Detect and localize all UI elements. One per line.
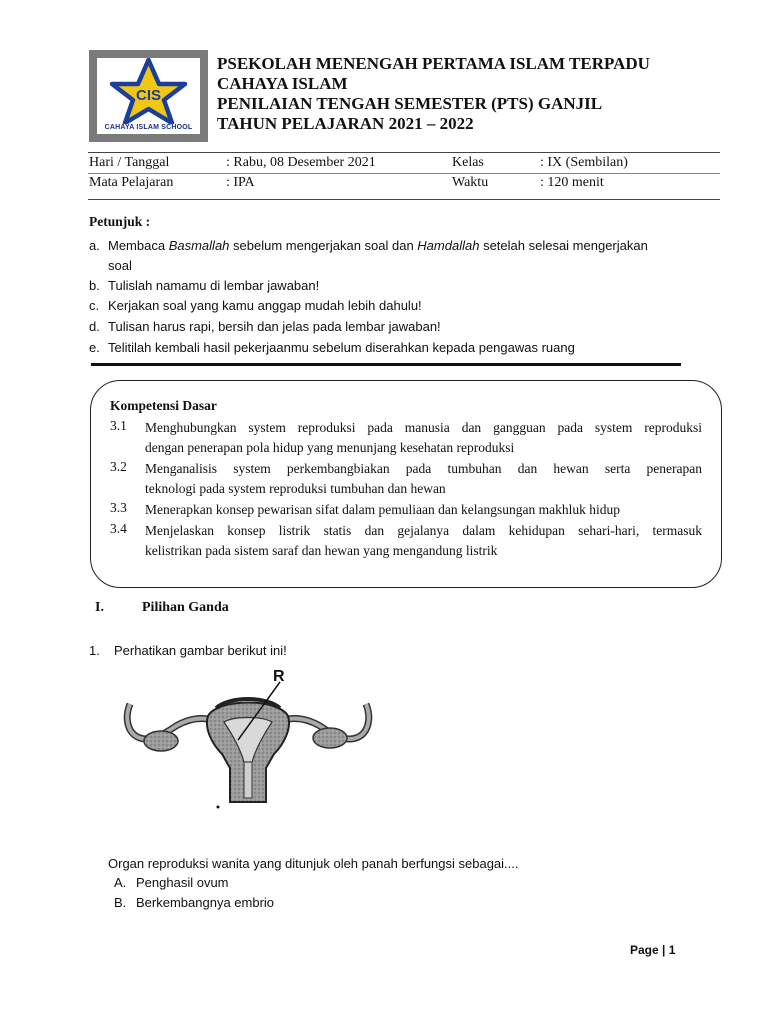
exam-title: PENILAIAN TENGAH SEMESTER (PTS) GANJIL: [217, 94, 603, 113]
petunjuk-title: Petunjuk :: [89, 214, 151, 229]
star-icon: [97, 58, 200, 124]
school-name-line1: PSEKOLAH MENENGAH PERTAMA ISLAM TERPADU: [217, 54, 650, 73]
option-text-b: Berkembangnya embrio: [136, 895, 275, 910]
question-text: Organ reproduksi wanita yang ditunjuk oleh panah berfungsi sebagai....: [108, 856, 519, 871]
section-number: I.: [95, 600, 104, 615]
hari-value: : Rabu, 08 Desember 2021: [226, 155, 376, 170]
kd-number: 3.4: [110, 521, 127, 536]
question-number: 1.: [89, 643, 100, 658]
info-bottom-rule: [88, 199, 720, 200]
school-name-line2: CAHAYA ISLAM: [217, 74, 348, 93]
kd-item-3-2: Menganalisis system perkembangbiakan pada tumbuhan dan hewan serta penerapan teknologi pada system reproduksi tumbuhan dan hewan: [145, 461, 702, 496]
petunjuk-item-a-cont: soal: [108, 258, 132, 273]
petunjuk-divider: [91, 363, 681, 366]
kompetensi-title: Kompetensi Dasar: [110, 398, 217, 413]
logo-caption: CAHAYA ISLAM SCHOOL: [104, 124, 193, 131]
uterus-diagram: [118, 664, 378, 814]
kelas-value: : IX (Sembilan): [540, 155, 628, 170]
kelas-label: Kelas: [452, 155, 484, 170]
question-prompt: Perhatikan gambar berikut ini!: [114, 643, 287, 658]
info-top-rule: [88, 152, 720, 153]
option-letter-a: A.: [114, 875, 127, 890]
petunjuk-item-c: c. Kerjakan soal yang kamu anggap mudah lebih dahulu!: [89, 298, 422, 313]
logo-text: CIS: [135, 87, 162, 104]
section-title: Pilihan Ganda: [142, 600, 229, 615]
petunjuk-item-d: d. Tulisan harus rapi, bersih dan jelas pada lembar jawaban!: [89, 319, 441, 334]
petunjuk-item-b: b. Tulislah namamu di lembar jawaban!: [89, 278, 320, 293]
kd-item-3-1: Menghubungkan system reproduksi pada manusia dan gangguan pada system reproduksi dengan penerapan pola hidup yang menunjang kesehatan reproduksi: [145, 420, 702, 455]
list-marker: a.: [89, 238, 100, 253]
kd-number: 3.3: [110, 500, 127, 515]
petunjuk-item-a: a. Membaca Basmallah sebelum mengerjakan soal dan Hamdallah setelah selesai mengerjakan: [89, 236, 719, 256]
kd-number: 3.1: [110, 418, 127, 433]
figure-label-r: R: [273, 668, 285, 685]
info-mid-rule: [88, 173, 720, 174]
mapel-label: Mata Pelajaran: [89, 175, 174, 190]
petunjuk-item-e: e. Telitilah kembali hasil pekerjaanmu sebelum diserahkan kepada pengawas ruang: [89, 340, 575, 355]
waktu-label: Waktu: [452, 175, 489, 190]
option-text-a: Penghasil ovum: [136, 875, 229, 890]
kd-item-3-4: Menjelaskan konsep listrik statis dan gejalanya dalam kehidupan sehari-hari, termasuk kelistrikan pada sistem saraf dan hewan yang mengandung listrik: [145, 523, 702, 558]
kd-number: 3.2: [110, 459, 127, 474]
mapel-value: : IPA: [226, 175, 255, 190]
hari-label: Hari / Tanggal: [89, 155, 170, 170]
page-number: Page | 1: [630, 943, 676, 957]
kd-item-3-3: Menerapkan konsep pewarisan sifat dalam pemuliaan dan kelangsungan makhluk hidup: [145, 502, 620, 517]
waktu-value: : 120 menit: [540, 175, 604, 190]
option-letter-b: B.: [114, 895, 127, 910]
academic-year: TAHUN PELAJARAN 2021 – 2022: [217, 114, 474, 133]
